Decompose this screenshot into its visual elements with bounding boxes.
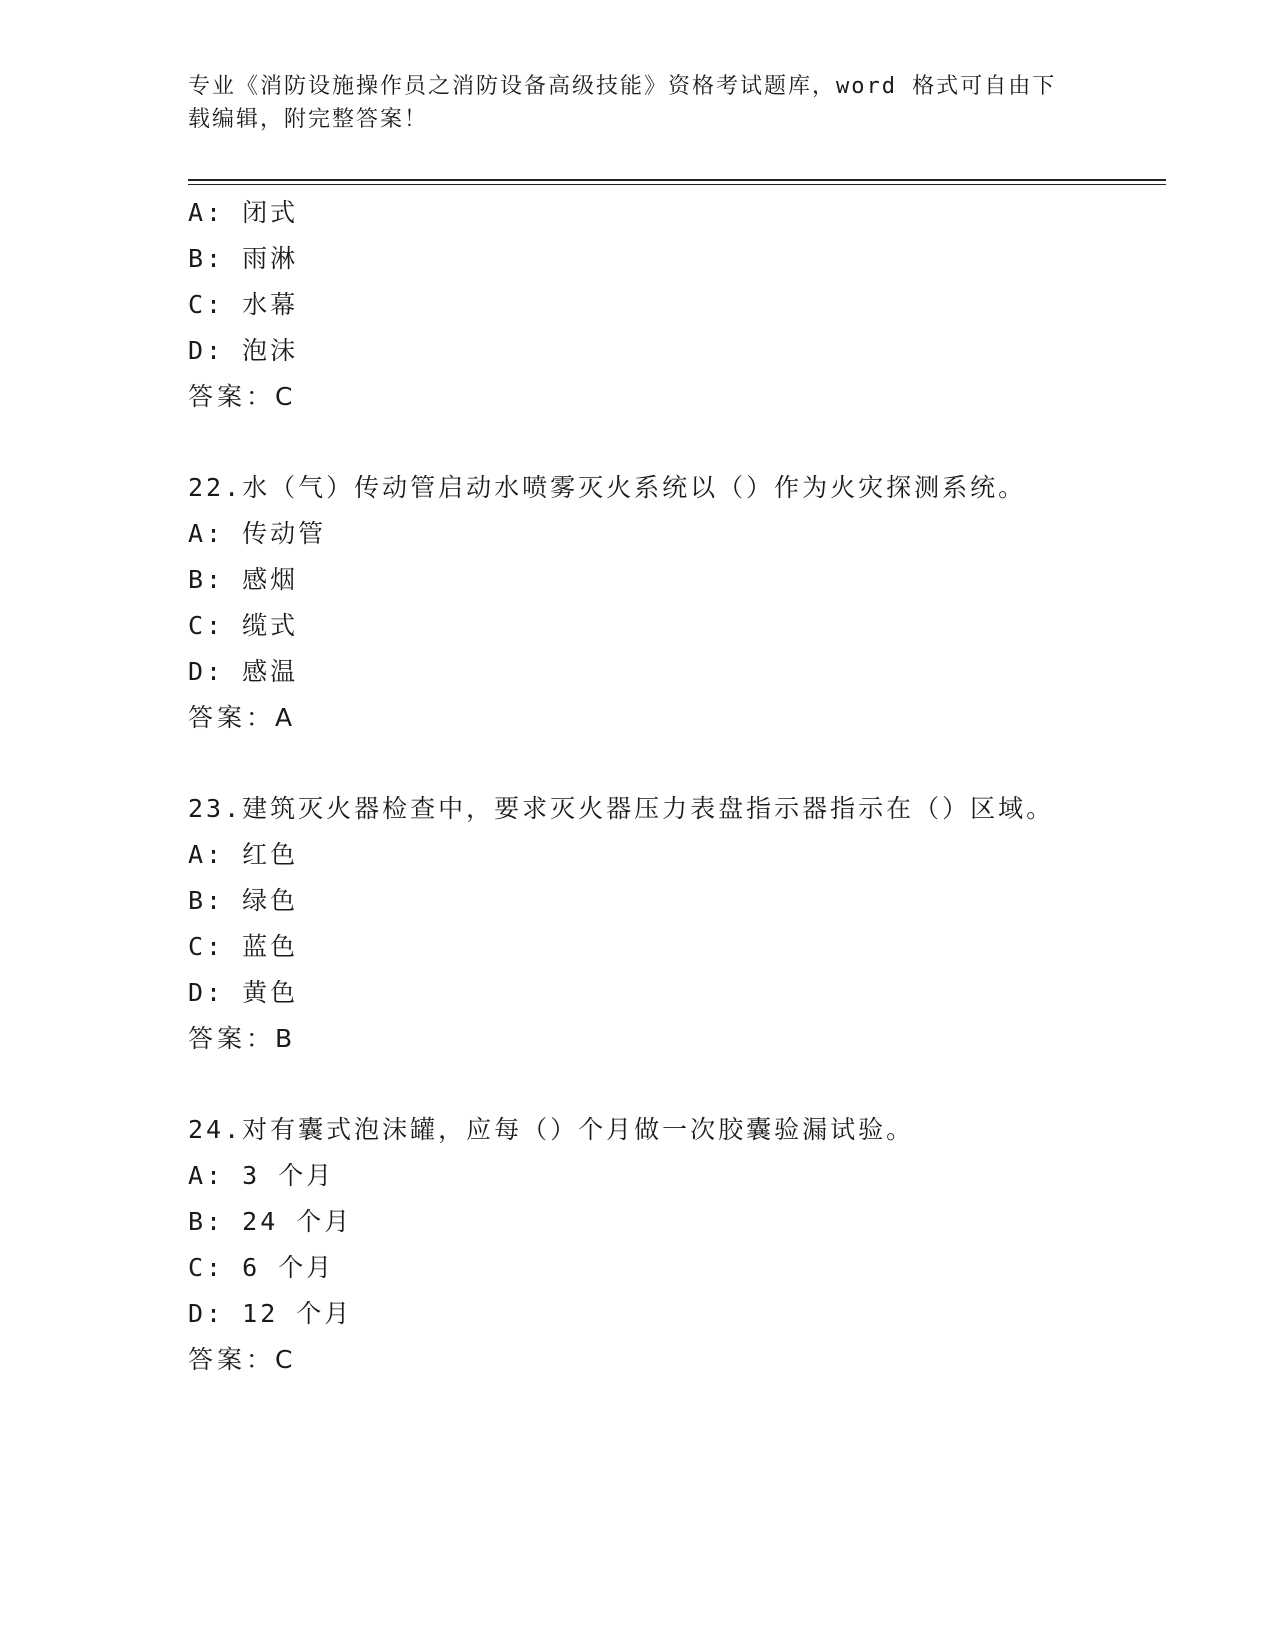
- option-b: B: 感烟: [188, 565, 299, 594]
- option-b: B: 绿色: [188, 886, 299, 915]
- option-c: C: 蓝色: [188, 932, 299, 961]
- question-21-block: [188, 190, 1148, 420]
- option-b: B: 24 个月: [188, 1207, 353, 1236]
- option-d: D: 黄色: [188, 978, 299, 1007]
- header-line-2: 载编辑，附完整答案！: [188, 107, 429, 132]
- option-a: A: 红色: [188, 840, 299, 869]
- option-c: C: 水幕: [188, 290, 299, 319]
- header-line-1: 专业《消防设施操作员之消防设备高级技能》资格考试题库，word 格式可自由下: [188, 74, 1057, 99]
- option-a: A: 3 个月: [188, 1161, 335, 1190]
- option-c: C: 6 个月: [188, 1253, 335, 1282]
- option-a: A: 闭式: [188, 198, 299, 227]
- document-header: [188, 70, 1088, 136]
- question-list: [188, 190, 1148, 1383]
- question-text: 22.水（气）传动管启动水喷雾灭火系统以（）作为火灾探测系统。: [188, 473, 1027, 502]
- question-23-block: [188, 786, 1148, 1062]
- answer-line: 答案：A: [188, 703, 297, 732]
- option-d: D: 感温: [188, 657, 299, 686]
- question-text: 23.建筑灭火器检查中，要求灭火器压力表盘指示器指示在（）区域。: [188, 794, 1055, 823]
- answer-line: 答案：C: [188, 1345, 297, 1374]
- option-a: A: 传动管: [188, 519, 327, 548]
- option-b: B: 雨淋: [188, 244, 299, 273]
- answer-line: 答案：C: [188, 382, 297, 411]
- header-divider-thin: [188, 184, 1166, 185]
- option-c: C: 缆式: [188, 611, 299, 640]
- option-d: D: 12 个月: [188, 1299, 353, 1328]
- question-22-block: [188, 465, 1148, 741]
- answer-line: 答案：B: [188, 1024, 297, 1053]
- header-divider-thick: [188, 179, 1166, 181]
- question-text: 24.对有囊式泡沫罐，应每（）个月做一次胶囊验漏试验。: [188, 1115, 915, 1144]
- option-d: D: 泡沫: [188, 336, 299, 365]
- question-24-block: [188, 1107, 1148, 1383]
